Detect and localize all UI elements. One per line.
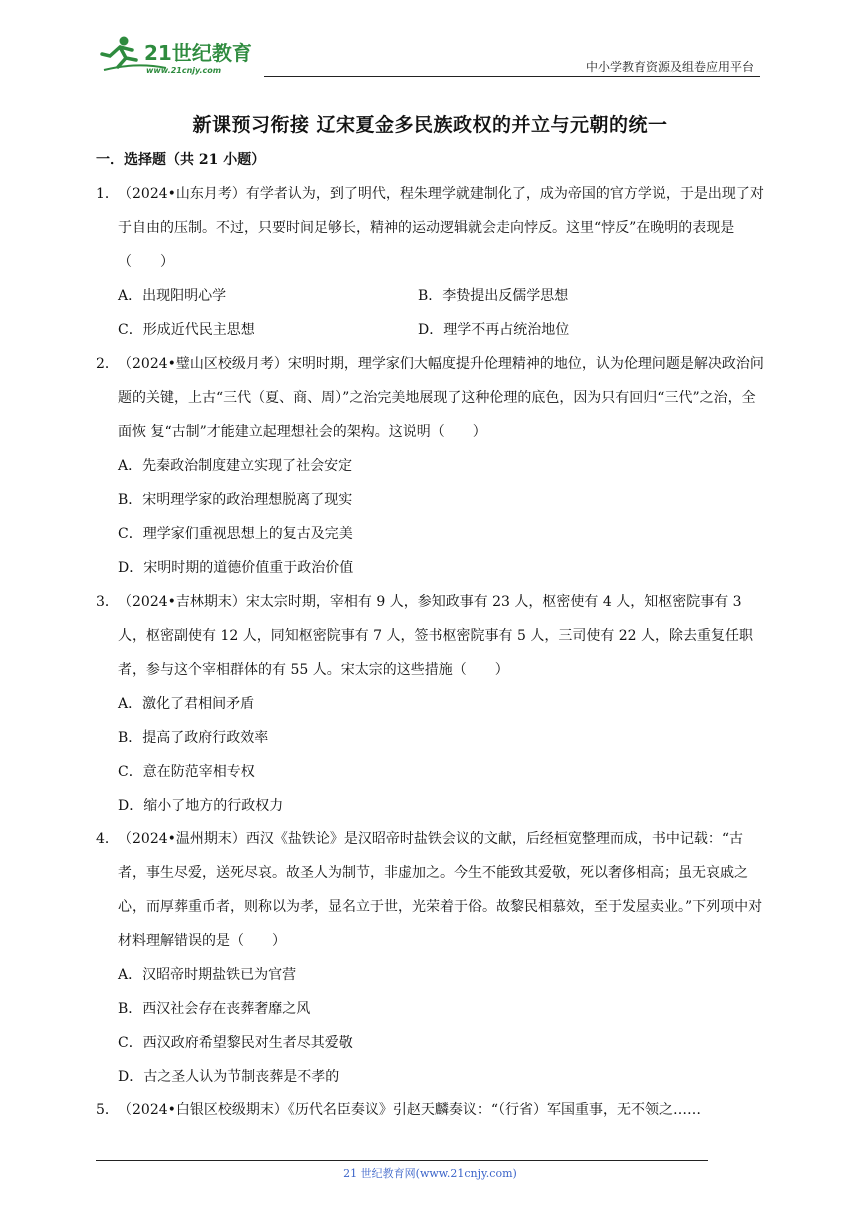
question-number: 3． [96, 594, 119, 610]
question-5 [96, 1093, 766, 1127]
header-divider [264, 76, 760, 77]
option-d[interactable]: D．理学不再占统治地位 [418, 322, 570, 338]
option-a[interactable]: A．激化了君相间矛盾 [118, 696, 255, 712]
question-stem: （2024•白银区校级期末）《历代名臣奏议》引赵天麟奏议：“（行省）军国重事，无不领之…… [118, 1102, 702, 1118]
option-b[interactable]: B．提高了政府行政效率 [118, 730, 269, 746]
logo-text: 21世纪教育 [144, 41, 252, 65]
option-a[interactable]: A．汉昭帝时期盐铁已为官营 [118, 967, 297, 983]
page-header [96, 34, 760, 84]
question-2 [96, 347, 766, 585]
option-c[interactable]: C．理学家们重视思想上的复古及完美 [118, 526, 353, 542]
option-c[interactable]: C．西汉政府希望黎民对生者尽其爱敬 [118, 1035, 353, 1051]
option-b[interactable]: B．西汉社会存在丧葬奢靡之风 [118, 1001, 311, 1017]
footer-link[interactable]: 21 世纪教育网(www.21cnjy.com) [343, 1167, 517, 1180]
question-number: 2． [96, 356, 119, 372]
page-title: 新课预习衔接 辽宋夏金多民族政权的并立与元朝的统一 [192, 114, 668, 136]
option-b[interactable]: B．李贽提出反儒学思想 [418, 288, 569, 304]
question-stem: （2024•山东月考）有学者认为，到了明代，程朱理学就建制化了，成为帝国的官方学说，于是出现了对于自由的压制。不过，只要时间足够长，精神的运动逻辑就会走向悖反。这里“悖反”在晚明的表现是（ ） [118, 186, 764, 270]
option-d[interactable]: D．缩小了地方的行政权力 [118, 798, 284, 814]
option-c[interactable]: C．意在防范宰相专权 [118, 764, 255, 780]
question-stem: （2024•吉林期末）宋太宗时期，宰相有 9 人，参知政事有 23 人，枢密使有 4 人，知枢密院事有 3 人，枢密副使有 12 人，同知枢密院事有 7 人，签书枢密院事有 5 人，三司使有 22 人，除去重复任职者，参与这个宰相群体的有 55 人。宋太宗的这些措施（ ） [118, 594, 754, 678]
option-c[interactable]: C．形成近代民主思想 [118, 322, 255, 338]
option-b[interactable]: B．宋明理学家的政治理想脱离了现实 [118, 492, 353, 508]
option-a[interactable]: A．出现阳明心学 [118, 288, 227, 304]
options [96, 279, 766, 347]
platform-name: 中小学教育资源及组卷应用平台 [585, 60, 754, 74]
question-number: 4． [96, 831, 119, 847]
question-3 [96, 585, 766, 823]
question-stem: （2024•璧山区校级月考）宋明时期，理学家们大幅度提升伦理精神的地位，认为伦理问题是解决政治问题的关键，上古“三代（夏、商、周）”之治完美地展现了这种伦理的底色，因为只有回归“三代”之治，全面恢 复“古制”才能建立起理想社会的架构。这说明（ ） [118, 356, 764, 440]
option-d[interactable]: D．宋明时期的道德价值重于政治价值 [118, 560, 354, 576]
logo-url: www.21cnjy.com [146, 66, 222, 75]
section-heading: 一．选择题（共 21 小题） [96, 152, 266, 168]
option-a[interactable]: A．先秦政治制度建立实现了社会安定 [118, 458, 353, 474]
question-number: 5． [96, 1102, 119, 1118]
question-number: 1． [96, 186, 119, 202]
logo-21cnjy [96, 34, 266, 78]
question-4 [96, 822, 766, 1094]
question-stem: （2024•温州期末）西汉《盐铁论》是汉昭帝时盐铁会议的文献，后经桓宽整理而成，书中记载：“古者，事生尽爱，送死尽哀。故圣人为制节，非虚加之。今生不能致其爱敬，死以奢侈相高；虽无哀戚之心，而厚葬重币者，则称以为孝，显名立于世，光荣着于俗。故黎民相慕效，至于发屋卖业。”下列项中对材料理解错误的是（ ） [118, 831, 763, 949]
footer-divider [96, 1160, 708, 1161]
option-d[interactable]: D．古之圣人认为节制丧葬是不孝的 [118, 1069, 340, 1085]
question-1 [96, 177, 766, 347]
